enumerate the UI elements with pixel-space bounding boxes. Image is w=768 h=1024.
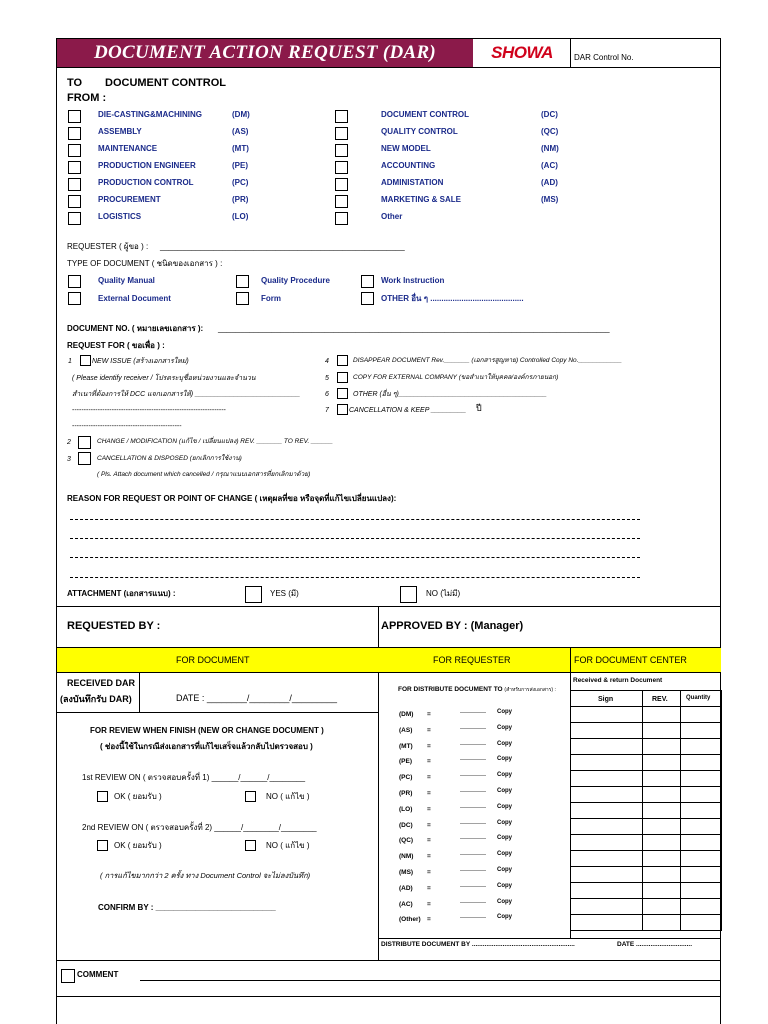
dist-eq: = (427, 742, 431, 750)
grid-cell[interactable] (642, 722, 681, 739)
change-checkbox[interactable] (78, 436, 91, 449)
grid-cell[interactable] (642, 754, 681, 771)
dept-name: DOCUMENT CONTROL (381, 110, 469, 119)
approved-by-label: APPROVED BY : (Manager) (381, 620, 524, 632)
dist-copy: Copy (497, 756, 512, 763)
external-document-label: External Document (98, 294, 171, 303)
attachment-no-label: NO (ไม่มี) (426, 589, 461, 598)
quality-procedure-label: Quality Procedure (261, 276, 330, 285)
dept-code: (PR) (232, 195, 249, 204)
grid-cell[interactable] (570, 818, 643, 835)
identify-note-2: สำเนาที่ต้องการให้ DCC แจกเอกสารให้) ___________________________ (72, 391, 301, 398)
grid-cell[interactable] (642, 866, 681, 883)
dept-code: (AC) (541, 161, 558, 170)
dept-code: (NM) (541, 144, 559, 153)
divider (139, 672, 140, 712)
dept-checkbox[interactable] (68, 195, 81, 208)
dept-code: (PC) (232, 178, 249, 187)
grid-cell[interactable] (680, 898, 722, 915)
dist-copy: Copy (497, 867, 512, 873)
first-ok-checkbox[interactable] (97, 791, 108, 802)
item-number: 5 (325, 375, 329, 382)
grid-cell[interactable] (570, 754, 643, 771)
dist-code: (Other) (399, 916, 421, 924)
dist-code: (AS) (399, 726, 413, 734)
attachment-label: ATTACHMENT (เอกสารแนบ) : (67, 589, 176, 598)
dist-eq: = (427, 711, 431, 718)
dept-checkbox[interactable] (68, 110, 81, 123)
dept-checkbox[interactable] (335, 110, 348, 123)
other-doc-checkbox[interactable] (361, 292, 374, 305)
second-no-label: NO ( แก้ไข ) (266, 841, 310, 850)
item-number: 2 (67, 439, 71, 446)
dist-qty-line[interactable]: ------------- (460, 710, 486, 716)
dist-code: (LO) (399, 805, 413, 813)
requester-line[interactable]: _______________________________________________________ (160, 242, 405, 251)
from-label: FROM : (67, 92, 107, 104)
sign-header: Sign (598, 696, 614, 703)
dept-checkbox[interactable] (335, 178, 348, 191)
dist-eq: = (427, 758, 431, 766)
reason-line[interactable] (70, 557, 640, 558)
quality-manual-checkbox[interactable] (68, 275, 81, 288)
grid-cell[interactable] (642, 850, 681, 867)
dist-copy: Copy (497, 724, 512, 731)
grid-cell[interactable] (570, 882, 643, 899)
quantity-header: Quantity (686, 695, 711, 701)
dist-copy: Copy (497, 709, 512, 715)
change-label: CHANGE / MODIFICATION (แก้ไข / เปลี่ยนแปลง) REV. _______ TO REV. ______ (97, 438, 333, 445)
dept-name: NEW MODEL (381, 144, 431, 153)
grid-cell[interactable] (680, 706, 722, 723)
grid-cell[interactable] (680, 802, 722, 819)
dist-qty-line[interactable]: ------------- (460, 915, 486, 922)
grid-cell[interactable] (680, 914, 722, 931)
dist-qty-line[interactable]: ------------- (460, 883, 486, 890)
for-document-header: FOR DOCUMENT (176, 655, 250, 665)
quality-manual-label: Quality Manual (98, 276, 155, 285)
dist-copy: Copy (497, 835, 512, 842)
dept-name: Other (381, 212, 403, 221)
item-number: 4 (325, 358, 329, 365)
copy-external-checkbox[interactable] (337, 372, 348, 383)
dept-name: PRODUCTION CONTROL (98, 178, 194, 187)
dept-name: PRODUCTION ENGINEER (98, 161, 196, 170)
work-instruction-label: Work Instruction (381, 276, 445, 285)
reason-line[interactable] (70, 519, 640, 520)
dist-eq: = (427, 900, 431, 908)
dept-checkbox[interactable] (335, 212, 348, 225)
dist-copy: Copy (497, 803, 512, 810)
grid-cell[interactable] (642, 898, 681, 915)
attachment-no-checkbox[interactable] (400, 586, 417, 603)
cancel-dispose-checkbox[interactable] (78, 452, 91, 465)
divider (57, 672, 721, 673)
grid-cell[interactable] (570, 738, 643, 755)
dist-eq: = (427, 916, 431, 924)
dept-name: MAINTENANCE (98, 144, 158, 153)
grid-cell[interactable] (570, 786, 643, 803)
dept-checkbox[interactable] (335, 161, 348, 174)
to-value: DOCUMENT CONTROL (105, 77, 226, 89)
grid-cell[interactable] (570, 802, 643, 819)
dept-code: (DM) (232, 110, 250, 119)
divider (378, 938, 721, 939)
comment-label: COMMENT (77, 970, 119, 979)
dept-checkbox[interactable] (68, 178, 81, 191)
dist-copy: Copy (497, 882, 512, 889)
request-for-label: REQUEST FOR ( ขอเพื่อ ) : (67, 341, 165, 350)
dist-eq: = (427, 869, 431, 876)
review-subtitle: ( ช่องนี้ใช้ในกรณีส่งเอกสารที่แก้ไขเสร็จแล้วกลับไปตรวจสอบ ) (100, 742, 313, 751)
comment-line[interactable] (140, 980, 720, 981)
dist-code: (MS) (399, 869, 414, 876)
dist-eq: = (427, 805, 431, 813)
dept-checkbox[interactable] (68, 212, 81, 225)
dist-eq: = (427, 821, 431, 829)
second-no-checkbox[interactable] (245, 840, 256, 851)
divider (570, 39, 571, 67)
dar-control-no-label: DAR Control No. (574, 53, 634, 62)
confirm-by[interactable]: CONFIRM BY : ___________________________ (98, 903, 276, 912)
dist-copy: Copy (497, 914, 512, 921)
review-note: ( การแก้ไขมากกว่า 2 ครั้ง ทาง Document Control จะไม่ลงบันทึก) (100, 871, 311, 880)
received-date[interactable]: DATE : ________/________/_________ (176, 693, 337, 703)
dist-qty-line[interactable]: ------------- (460, 836, 486, 843)
dept-name: ASSEMBLY (98, 127, 142, 136)
copy-external-label: COPY FOR EXTERNAL COMPANY (ขอสำเนาให้บุคคล/องค์กรภายนอก) (353, 374, 559, 381)
item-number: 6 (325, 391, 329, 398)
receiver-line[interactable]: ----------------------------------------------- (72, 423, 182, 430)
for-doc-center-header: FOR DOCUMENT CENTER (574, 655, 687, 665)
review-title: FOR REVIEW WHEN FINISH (NEW OR CHANGE DOCUMENT ) (90, 726, 324, 735)
dept-code: (DC) (541, 110, 558, 119)
dept-name: LOGISTICS (98, 212, 142, 221)
doc-no-line[interactable]: ________________________________________________________________________________________ (218, 324, 610, 333)
form-label: Form (261, 294, 281, 303)
dept-code: (LO) (232, 212, 249, 221)
divider (57, 606, 721, 607)
dist-code: (PR) (399, 790, 413, 797)
dist-code: (AD) (399, 884, 413, 892)
dist-code: (AC) (399, 900, 413, 908)
dist-qty-line[interactable]: ------------- (460, 852, 486, 859)
form-checkbox[interactable] (236, 292, 249, 305)
dist-copy: Copy (497, 788, 512, 794)
dept-code: (AD) (541, 178, 558, 187)
grid-cell[interactable] (680, 850, 722, 867)
requested-by-label: REQUESTED BY : (67, 620, 161, 632)
years-unit: ปี (476, 403, 482, 413)
dist-qty-line[interactable]: ------------- (460, 773, 486, 780)
for-requester-header: FOR REQUESTER (433, 655, 511, 665)
grid-cell[interactable] (680, 770, 722, 787)
doc-type-label: TYPE OF DOCUMENT ( ชนิดของเอกสาร ) : (67, 259, 223, 268)
grid-cell[interactable] (570, 706, 643, 723)
dept-checkbox[interactable] (335, 195, 348, 208)
dept-checkbox[interactable] (68, 161, 81, 174)
dist-qty-line[interactable]: ------------- (460, 820, 486, 827)
dist-eq: = (427, 884, 431, 892)
received-dar-th: (ลงบันทึกรับ DAR) (60, 694, 132, 704)
comment-checkbox[interactable] (61, 969, 75, 983)
dept-code: (PE) (232, 161, 248, 170)
item-number: 3 (67, 456, 71, 463)
item-number: 7 (325, 407, 329, 414)
disappear-label: DISAPPEAR DOCUMENT Rev._______ (เอกสารสูญหาย) Controlled Copy No.____________ (353, 357, 622, 364)
grid-cell[interactable] (642, 770, 681, 787)
dept-name: ACCOUNTING (381, 161, 436, 170)
second-ok-checkbox[interactable] (97, 840, 108, 851)
dist-copy: Copy (497, 819, 512, 826)
distribute-title-text: FOR DISTRIBUTE DOCUMENT TO (398, 686, 503, 693)
grid-cell[interactable] (680, 818, 722, 835)
dept-checkbox[interactable] (335, 144, 348, 157)
dist-eq: = (427, 774, 431, 782)
received-dar-label: RECEIVED DAR (67, 678, 136, 688)
grid-cell[interactable] (642, 802, 681, 819)
dist-code: (QC) (399, 837, 414, 845)
dist-qty-line[interactable]: ------------- (460, 868, 486, 874)
first-review[interactable]: 1st REVIEW ON ( ตรวจสอบครั้งที่ 1) ______/______/________ (82, 773, 306, 782)
divider (57, 712, 378, 713)
grid-cell[interactable] (570, 722, 643, 739)
to-label: TO (67, 77, 83, 89)
external-document-checkbox[interactable] (68, 292, 81, 305)
divider (57, 996, 721, 997)
dist-qty-line[interactable]: ------------- (460, 789, 486, 795)
receiver-line[interactable]: ------------------------------------------------------------------ (72, 407, 226, 414)
dist-code: (MT) (399, 742, 413, 750)
dist-copy: Copy (497, 898, 512, 905)
dist-code: (NM) (399, 853, 414, 861)
distribute-by[interactable]: DISTRIBUTE DOCUMENT BY ......................................................... (381, 941, 575, 948)
dist-qty-line[interactable]: ------------- (460, 804, 486, 811)
grid-cell[interactable] (570, 866, 643, 883)
distribute-title (398, 687, 556, 694)
dept-code: (AS) (232, 127, 249, 136)
dist-code: (DC) (399, 821, 413, 829)
grid-cell[interactable] (680, 722, 722, 739)
grid-cell[interactable] (680, 882, 722, 899)
requester-label: REQUESTER ( ผู้ขอ ) : (67, 242, 149, 251)
dept-code: (MS) (541, 195, 559, 204)
grid-cell[interactable] (680, 786, 722, 803)
dept-name: ADMINISTATION (381, 178, 444, 187)
grid-cell[interactable] (680, 866, 722, 883)
first-no-label: NO ( แก้ไข ) (266, 792, 310, 801)
dept-name: PROCUREMENT (98, 195, 161, 204)
grid-cell[interactable] (570, 850, 643, 867)
first-no-checkbox[interactable] (245, 791, 256, 802)
received-return-label: Received & return Document (573, 677, 663, 684)
grid-cell[interactable] (642, 738, 681, 755)
new-issue-label: NEW ISSUE (สร้างเอกสารใหม่) (92, 358, 189, 365)
grid-cell[interactable] (570, 914, 643, 931)
grid-cell[interactable] (642, 706, 681, 723)
grid-cell[interactable] (680, 738, 722, 755)
doc-no-label: DOCUMENT NO. ( หมายเลขเอกสาร ): (67, 324, 204, 333)
grid-cell[interactable] (642, 882, 681, 899)
other-request-checkbox[interactable] (337, 388, 348, 399)
dist-copy: Copy (497, 740, 512, 747)
grid-cell[interactable] (680, 754, 722, 771)
form-title: DOCUMENT ACTION REQUEST (DAR) (57, 39, 473, 67)
dist-code: (PE) (399, 758, 412, 766)
showa-logo: SHOWA (491, 43, 553, 62)
grid-cell[interactable] (642, 834, 681, 851)
dist-eq: = (427, 853, 431, 861)
quality-procedure-checkbox[interactable] (236, 275, 249, 288)
grid-cell[interactable] (570, 834, 643, 851)
reason-line[interactable] (70, 538, 640, 539)
dept-checkbox[interactable] (68, 144, 81, 157)
dist-code: (PC) (399, 774, 413, 782)
dist-qty-line[interactable]: ------------- (460, 899, 486, 906)
attachment-yes-checkbox[interactable] (245, 586, 262, 603)
dept-checkbox[interactable] (335, 127, 348, 140)
new-issue-checkbox[interactable] (80, 355, 91, 366)
dept-checkbox[interactable] (68, 127, 81, 140)
dist-code: (DM) (399, 711, 414, 718)
grid-cell[interactable] (642, 914, 681, 931)
dist-eq: = (427, 837, 431, 845)
work-instruction-checkbox[interactable] (361, 275, 374, 288)
grid-cell[interactable] (642, 786, 681, 803)
dist-eq: = (427, 726, 431, 734)
dist-qty-line[interactable]: ------------- (460, 725, 486, 732)
dept-code: (QC) (541, 127, 559, 136)
reason-line[interactable] (70, 577, 640, 578)
attach-note: ( Pls. Attach document which cancelled / กรุณาแนบเอกสารที่ยกเลิกมาด้วย) (97, 471, 311, 478)
grid-cell[interactable] (642, 818, 681, 835)
cancel-keep-label: CANCELLATION & KEEP _________ (349, 407, 467, 414)
second-ok-label: OK ( ยอมรับ ) (114, 841, 162, 850)
divider (57, 960, 721, 961)
dist-qty-line[interactable]: ------------- (460, 757, 486, 764)
reason-label: REASON FOR REQUEST OR POINT OF CHANGE ( เหตุผลที่ขอ หรือจุดที่แก้ไขเปลี่ยนแปลง): (67, 494, 397, 503)
other-doc-label: OTHER อื่น ๆ .......................................... (381, 294, 524, 303)
dist-qty-line[interactable]: ------------- (460, 741, 486, 748)
dist-copy: Copy (497, 772, 512, 779)
identify-note: ( Please identify receiver / โปรดระบุชื่อหน่วยงานและจำนวน (72, 375, 256, 382)
second-review[interactable]: 2nd REVIEW ON ( ตรวจสอบครั้งที่ 2) ______/________/________ (82, 823, 317, 832)
dept-code: (MT) (232, 144, 249, 153)
dept-name: QUALITY CONTROL (381, 127, 458, 136)
dist-copy: Copy (497, 851, 512, 858)
cancel-keep-checkbox[interactable] (337, 404, 348, 415)
grid-cell[interactable] (570, 898, 643, 915)
first-ok-label: OK ( ยอมรับ ) (114, 792, 162, 801)
distribute-date[interactable]: DATE ............................... (617, 941, 693, 948)
grid-cell[interactable] (680, 834, 722, 851)
cancel-dispose-label: CANCELLATION & DISPOSED (ยกเลิกการใช้งาน) (97, 455, 242, 462)
dist-eq: = (427, 790, 431, 797)
distribute-title-th: (สำหรับการส่งเอกสาร) : (504, 687, 556, 693)
dept-name: MARKETING & SALE (381, 195, 461, 204)
item-number: 1 (68, 358, 72, 365)
disappear-checkbox[interactable] (337, 355, 348, 366)
divider (57, 67, 721, 68)
rev-header: REV. (652, 696, 668, 703)
other-request-label: OTHER (อื่น ๆ)______________________________________ (353, 391, 547, 398)
grid-cell[interactable] (570, 770, 643, 787)
dept-name: DIE-CASTING&MACHINING (98, 110, 202, 119)
attachment-yes-label: YES (มี) (270, 589, 299, 598)
